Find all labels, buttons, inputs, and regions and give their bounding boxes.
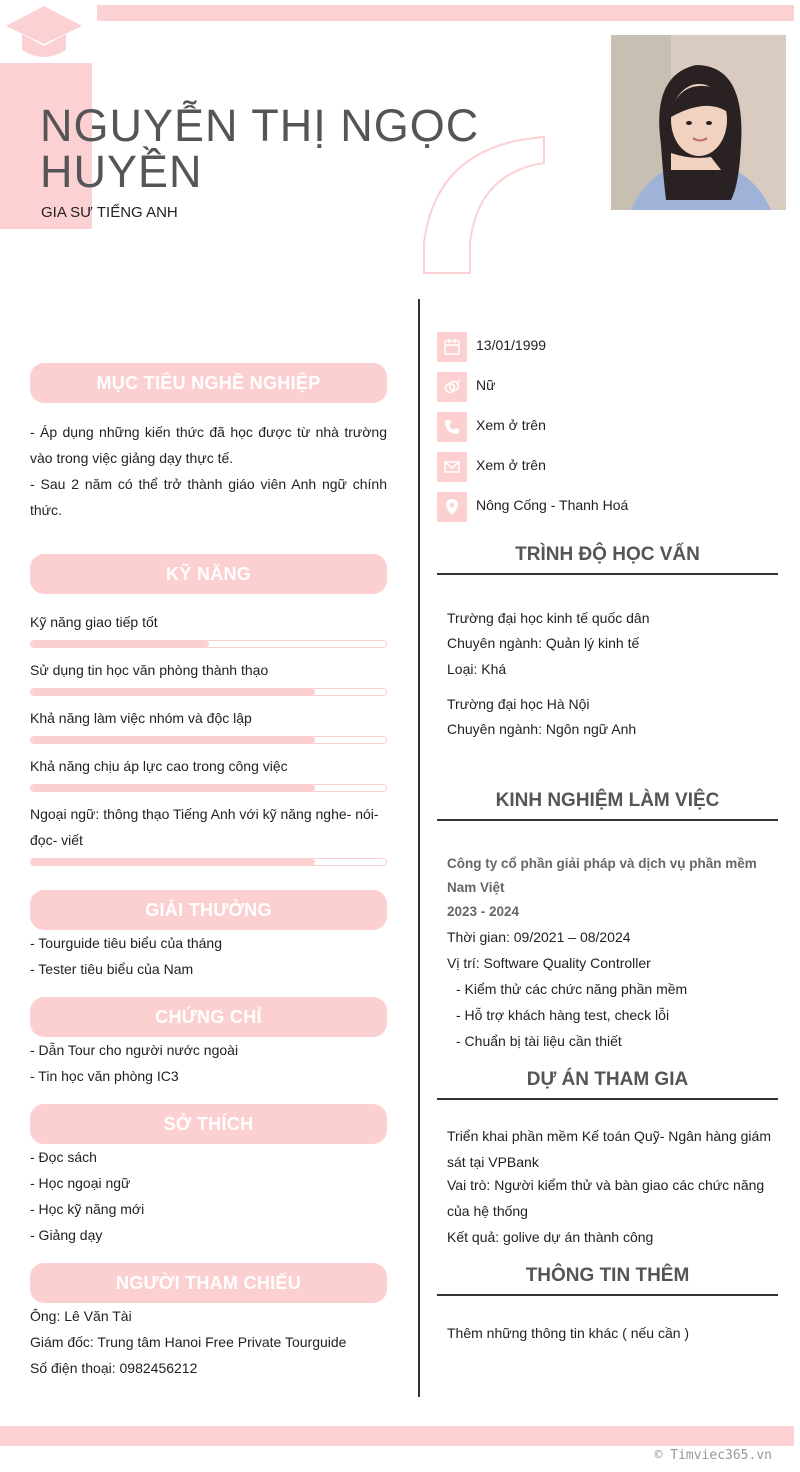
references-heading: NGƯỜI THAM CHIẾU [30, 1263, 387, 1303]
calendar-icon [437, 332, 467, 362]
education-major: Chuyên ngành: Quản lý kinh tế [447, 635, 640, 651]
certificates-heading: CHỨNG CHỈ [30, 997, 387, 1037]
experience-company: Công ty cổ phần giải pháp và dịch vụ phần mềm Nam Việt [447, 856, 757, 895]
education-grade: Loại: Khá [447, 661, 507, 677]
certificate-item: - Tin học văn phòng IC3 [30, 1068, 179, 1084]
address-text: Nông Cống - Thanh Hoá [476, 497, 629, 513]
reference-item: Giám đốc: Trung tâm Hanoi Free Private Tourguide [30, 1334, 347, 1350]
location-pin-icon [437, 492, 467, 522]
gender-text: Nữ [476, 377, 496, 393]
project-role: Vai trò: Người kiểm thử và bàn giao các chức năng của hệ thống [447, 1177, 765, 1219]
skills-heading: KỸ NĂNG [30, 554, 387, 594]
career-objective-heading: MỤC TIÊU NGHỀ NGHIỆP [30, 363, 387, 403]
email-icon [437, 452, 467, 482]
skill-bar-fill [31, 859, 315, 865]
education-school: Trường đại học kinh tế quốc dân [447, 610, 650, 626]
bottom-decor-bar [0, 1426, 794, 1446]
skill-label: Khả năng làm việc nhóm và độc lập [30, 710, 252, 726]
certificate-item: - Dẫn Tour cho người nước ngoài [30, 1042, 239, 1058]
career-objective-text: - Áp dụng những kiến thức đã học được từ nhà trường vào trong việc giảng dạy thực tế. [30, 424, 387, 466]
phone-icon [437, 412, 467, 442]
education-rule [437, 573, 778, 575]
experience-heading: KINH NGHIỆM LÀM VIỆC [495, 790, 720, 811]
experience-years: 2023 - 2024 [447, 904, 520, 919]
skill-bar-fill [31, 689, 315, 695]
skill-label: Khả năng chịu áp lực cao trong công việc [30, 758, 288, 774]
profile-photo [611, 35, 786, 210]
skill-bar [30, 858, 387, 866]
projects-rule [437, 1098, 778, 1100]
skill-bar-fill [31, 641, 209, 647]
extra-info-heading: THÔNG TIN THÊM [525, 1265, 690, 1286]
hobby-item: - Học ngoại ngữ [30, 1175, 131, 1191]
education-heading: TRÌNH ĐỘ HỌC VẤN [515, 544, 700, 565]
skill-label: Ngoại ngữ: thông thạo Tiếng Anh với kỹ năng nghe- nói- đọc- viết [30, 806, 379, 848]
column-divider [418, 299, 420, 1397]
award-item: - Tester tiêu biểu của Nam [30, 961, 194, 977]
reference-item: Số điện thoại: 0982456212 [30, 1360, 198, 1376]
skill-label: Kỹ năng giao tiếp tốt [30, 614, 158, 630]
extra-info-text: Thêm những thông tin khác ( nếu cần ) [447, 1325, 690, 1341]
project-result: Kết quả: golive dự án thành công [447, 1229, 654, 1245]
skill-bar [30, 640, 387, 648]
job-title: GIA SƯ TIẾNG ANH [41, 204, 178, 221]
education-major: Chuyên ngành: Ngôn ngữ Anh [447, 721, 637, 737]
hobbies-heading: SỞ THÍCH [30, 1104, 387, 1144]
watermark: © Timviec365.vn [654, 1448, 772, 1463]
gender-icon [437, 372, 467, 402]
candidate-name: NGUYỄN THỊ NGỌC HUYỀN [40, 100, 480, 197]
skill-bar [30, 736, 387, 744]
experience-rule [437, 819, 778, 821]
career-objective-text-2: - Sau 2 năm có thể trở thành giáo viên Anh ngữ chính thức. [30, 476, 387, 518]
projects-heading: DỰ ÁN THAM GIA [526, 1069, 689, 1090]
experience-task: - Kiểm thử các chức năng phần mềm [456, 981, 688, 997]
skill-bar-fill [31, 737, 315, 743]
hobby-item: - Học kỹ năng mới [30, 1201, 145, 1217]
email-text: Xem ở trên [476, 457, 546, 473]
reference-item: Ông: Lê Văn Tài [30, 1308, 132, 1324]
experience-task: - Hỗ trợ khách hàng test, check lỗi [456, 1007, 670, 1023]
top-decor-bar [97, 5, 794, 21]
skill-bar [30, 688, 387, 696]
phone-text: Xem ở trên [476, 417, 546, 433]
skill-label: Sử dụng tin học văn phòng thành thạo [30, 662, 269, 678]
skill-bar-fill [31, 785, 315, 791]
education-school: Trường đại học Hà Nội [447, 696, 590, 712]
experience-position: Vị trí: Software Quality Controller [447, 955, 651, 971]
experience-time: Thời gian: 09/2021 – 08/2024 [447, 929, 631, 945]
skill-bar [30, 784, 387, 792]
award-item: - Tourguide tiêu biểu của tháng [30, 935, 222, 951]
awards-heading: GIẢI THƯỞNG [30, 890, 387, 930]
birthday-text: 13/01/1999 [476, 337, 547, 353]
experience-task: - Chuẩn bị tài liệu cần thiết [456, 1033, 622, 1049]
graduation-cap-icon [4, 4, 84, 62]
hobby-item: - Đọc sách [30, 1149, 97, 1165]
project-description: Triển khai phần mềm Kế toán Quỹ- Ngân hàng giám sát tại VPBank [447, 1128, 771, 1170]
extra-info-rule [437, 1294, 778, 1296]
hobby-item: - Giảng dạy [30, 1227, 103, 1243]
